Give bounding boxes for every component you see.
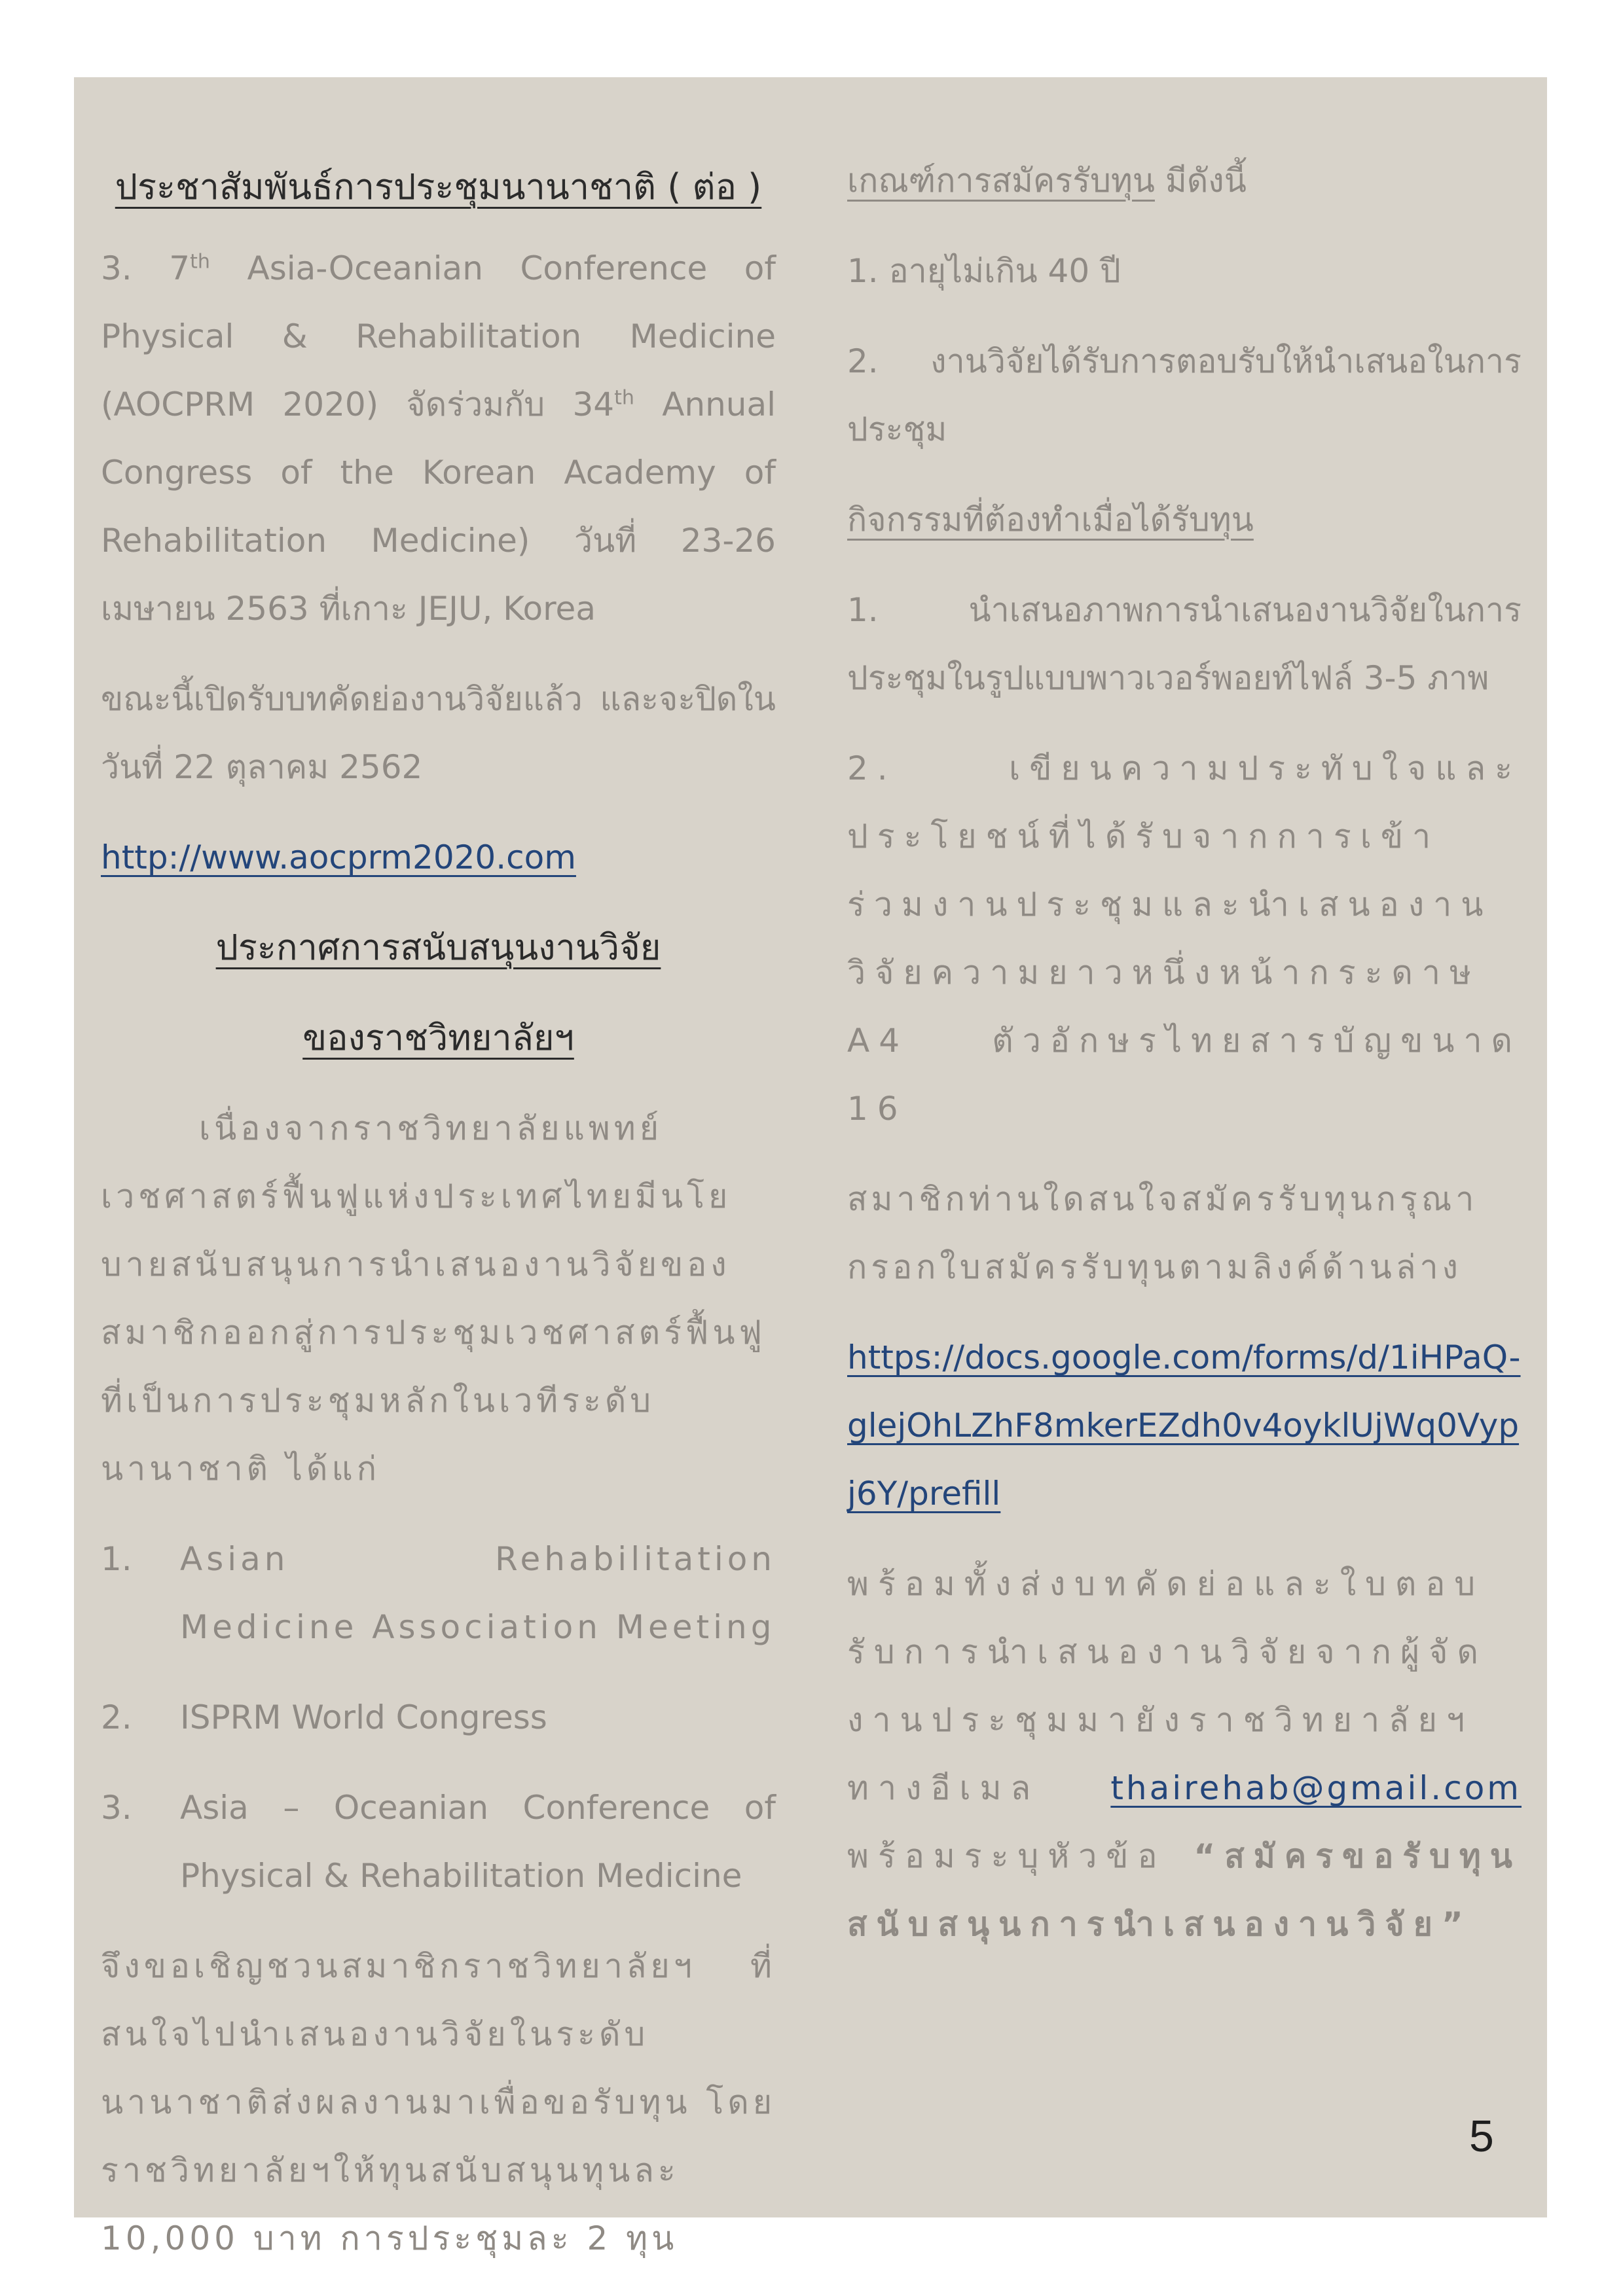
email-subject: “สมัครขอรับทุนสนับสนุนการนำเสนองานวิจัย” [847, 1837, 1522, 1943]
page-number: 5 [1469, 2111, 1494, 2161]
invitation-paragraph: จึงขอเชิญชวนสมาชิกราชวิทยาลัยฯ ที่สนใจไปนำเสนองานวิจัยในระดับนานาชาติส่งผลงานมาเพื่อขอรับทุน โดยราชวิทยาลัยฯให้ทุนสนับสนุนทุนละ 10,000 บาท การประชุมละ 2 ทุน [101, 1947, 776, 2257]
abstract-open-notice: ขณะนี้เปิดรับบทคัดย่องานวิจัยแล้ว และจะปิดในวันที่ 22 ตุลาคม 2562 [101, 680, 776, 786]
list-item: 1. Asian Rehabilitation Medicine Association Meeting [101, 1540, 776, 1646]
activity-item-presentation: 1. นำเสนอภาพการนำเสนองานวิจัยในการประชุมในรูปแบบพาวเวอร์พอยท์ไฟล์ 3-5 ภาพ [847, 591, 1522, 697]
apply-note: สมาชิกท่านใดสนใจสมัครรับทุนกรุณากรอกใบสมัครรับทุนตามลิงค์ด้านล่าง [847, 1180, 1478, 1286]
conference-aocprm-description: 3. 7th Asia-Oceanian Conference of Physical & Rehabilitation Medicine (AOCPRM 2020) จัดร่วมกับ 34th Annual Congress of the Korean Academy of Rehabilitation Medicine) วันที่ 23-26 เมษายน 2563 ที่เกาะ JEJU, Korea [101, 249, 776, 628]
main-meetings-list [101, 1525, 776, 1910]
list-item: 2. ISPRM World Congress [101, 1698, 547, 1736]
heading-research-support-line2: ของราชวิทยาลัยฯ [302, 1017, 574, 1058]
application-form-link[interactable]: https://docs.google.com/forms/d/1iHPaQ-glejOhLZhF8mkerEZdh0v4oyklUjWq0Vypj6Y/prefill [847, 1338, 1521, 1513]
page-panel [74, 77, 1547, 2257]
right-column [847, 77, 1522, 1958]
activity-item-report: 2. เขียนความประทับใจและประโยชน์ที่ได้รับจากการเข้าร่วมงานประชุมและนำเสนองานวิจัยความยาวหนึ่งหน้ากระดาษ A4 ตัวอักษรไทยสารบัญขนาด 16 [847, 749, 1522, 1128]
criteria-heading: เกณฑ์การสมัครรับทุน มีดังนี้ [847, 162, 1247, 200]
submission-instructions: พร้อมทั้งส่งบทคัดย่อและใบตอบรับการนำเสนองานวิจัยจากผู้จัดงานประชุมมายังราชวิทยาลัยฯ ทางอีเมล thairehab@gmail.com พร้อมระบุหัวข้อ “สมัครขอรับทุนสนับสนุนการนำเสนองานวิจัย” [847, 1565, 1522, 1943]
criteria-item-accepted: 2. งานวิจัยได้รับการตอบรับให้นำเสนอในการประชุม [847, 342, 1522, 448]
activities-heading: กิจกรรมที่ต้องทำเมื่อได้รับทุน [847, 501, 1254, 539]
conference-website-link[interactable]: http://www.aocprm2020.com [101, 838, 576, 876]
heading-conference-continued: ประชาสัมพันธ์การประชุมนานาชาติ ( ต่อ ) [115, 166, 762, 207]
heading-research-support-line1: ประกาศการสนับสนุนงานวิจัย [215, 927, 661, 968]
criteria-item-age: 1. อายุไม่เกิน 40 ปี [847, 252, 1121, 290]
support-policy-intro: เนื่องจากราชวิทยาลัยแพทย์เวชศาสตร์ฟื้นฟูแห่งประเทศไทยมีนโยบายสนับสนุนการนำเสนองานวิจัยของสมาชิกออกสู่การประชุมเวชศาสตร์ฟื้นฟูที่เป็นการประชุมหลักในเวทีระดับนานาชาติ ได้แก่ [101, 1109, 766, 1488]
list-item: 3. Asia – Oceanian Conference of Physical & Rehabilitation Medicine [101, 1789, 776, 1895]
email-link[interactable]: thairehab@gmail.com [1110, 1769, 1522, 1807]
left-column [101, 77, 776, 2272]
